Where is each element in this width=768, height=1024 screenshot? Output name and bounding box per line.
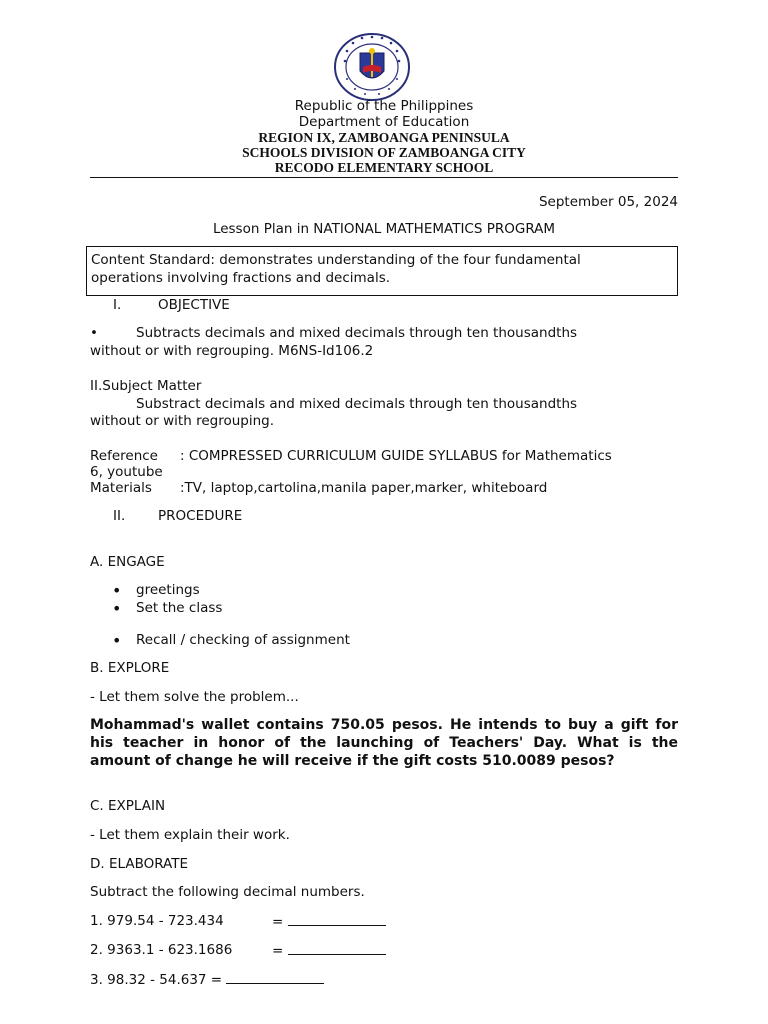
content-standard-text: Content Standard: demonstrates understanding of the four fundamental operations involving fractions and decimals. (91, 252, 581, 286)
equals-sign: = (272, 914, 284, 930)
reference-value-cont: 6, youtube (90, 464, 163, 480)
exercise-expression: 2. 9363.1 - 623.1686 (90, 942, 233, 958)
subject-matter-heading: II.Subject Matter (90, 378, 202, 394)
reference-label: Reference (90, 448, 158, 464)
engage-item: greetings (136, 582, 200, 598)
reference-value: : COMPRESSED CURRICULUM GUIDE SYLLABUS for Mathematics (180, 448, 612, 464)
header-school: RECODO ELEMENTARY SCHOOL (274, 160, 494, 175)
lesson-date: September 05, 2024 (538, 194, 678, 210)
explain-heading: C. EXPLAIN (90, 798, 166, 814)
materials-value: :TV, laptop,cartolina,manila paper,marker, whiteboard (180, 480, 548, 496)
exercise-answer[interactable] (272, 913, 386, 930)
answer-blank[interactable] (288, 942, 386, 955)
engage-item: Set the class (136, 600, 223, 616)
objective-text-line1: Subtracts decimals and mixed decimals through ten thousandths (136, 325, 578, 341)
engage-item: Recall / checking of assignment (136, 632, 350, 648)
explore-heading: B. EXPLORE (90, 660, 170, 676)
procedure-heading: PROCEDURE (158, 508, 243, 524)
lesson-title: Lesson Plan in NATIONAL MATHEMATICS PROGRAM (212, 221, 556, 237)
explore-instruction: - Let them solve the problem... (90, 689, 299, 705)
header-division: SCHOOLS DIVISION OF ZAMBOANGA CITY (242, 145, 526, 160)
subject-matter-line1: Substract decimals and mixed decimals through ten thousandths (136, 396, 578, 412)
subject-matter-line2: without or with regrouping. (90, 413, 275, 429)
answer-blank[interactable] (226, 971, 324, 984)
elaborate-heading: D. ELABORATE (90, 856, 189, 872)
engage-bullet-icon: • (112, 581, 122, 600)
header-divider (90, 177, 678, 178)
objective-bullet: • (90, 325, 98, 341)
exercise-expression: 1. 979.54 - 723.434 (90, 913, 224, 929)
exercise-item (90, 971, 324, 988)
header-department: Department of Education (298, 114, 470, 130)
engage-bullet-icon: • (112, 599, 122, 618)
deped-seal (333, 33, 411, 101)
procedure-numeral: II. (113, 508, 126, 524)
materials-label: Materials (90, 480, 152, 496)
answer-blank[interactable] (288, 913, 386, 926)
equals-sign: = (272, 943, 284, 959)
content-standard-box (86, 246, 678, 296)
engage-heading: A. ENGAGE (90, 554, 165, 570)
exercise-answer[interactable] (272, 942, 386, 959)
exercise-item (90, 942, 232, 958)
elaborate-instruction: Subtract the following decimal numbers. (90, 884, 365, 900)
objective-heading: OBJECTIVE (158, 297, 230, 313)
word-problem: Mohammad's wallet contains 750.05 pesos. He intends to buy a gift for his teacher in honor of the launching of Teachers' Day. What is the amount of change he will receive if the gift costs 510.0089 pesos? (90, 717, 678, 769)
explain-instruction: - Let them explain their work. (90, 827, 290, 843)
objective-numeral: I. (113, 297, 122, 313)
exercise-item (90, 913, 224, 929)
engage-bullet-icon: • (112, 631, 122, 650)
objective-text-line2: without or with regrouping. M6NS-Id106.2 (90, 343, 374, 359)
header-region: REGION IX, ZAMBOANGA PENINSULA (258, 130, 510, 145)
header-republic: Republic of the Philippines (294, 98, 474, 114)
exercise-expression: 3. 98.32 - 54.637 = (90, 972, 223, 988)
